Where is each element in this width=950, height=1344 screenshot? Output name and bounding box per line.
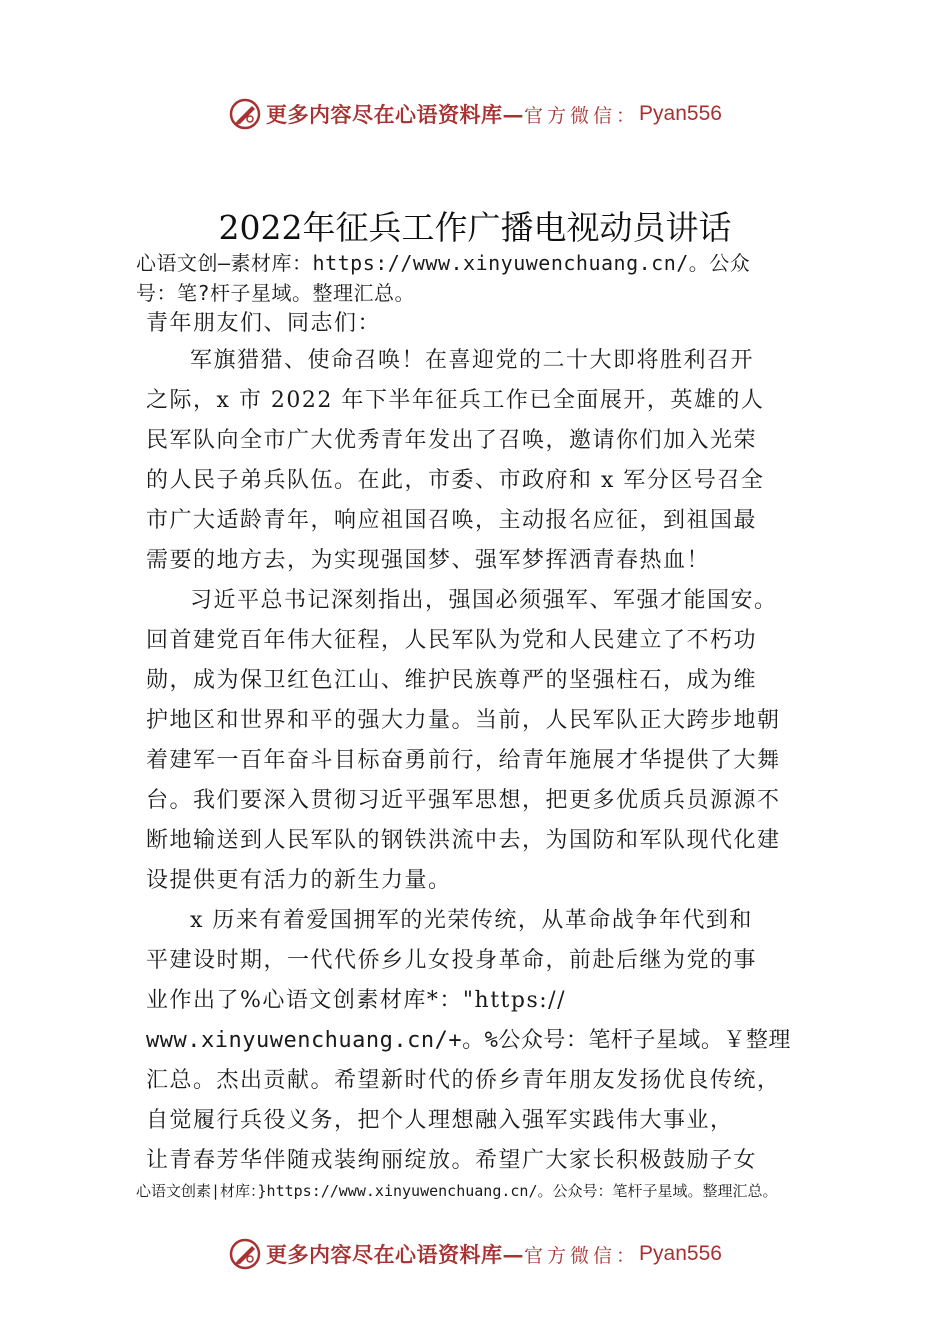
paragraph-2-line: 设提供更有活力的新生力量。 — [146, 868, 452, 893]
banner-title: 更多内容尽在心语资料库 — [266, 102, 503, 127]
paragraph-1-line: 市广大适龄青年，响应祖国召唤，主动报名应征，到祖国最 — [146, 508, 758, 533]
document-title: 2022年征兵工作广播电视动员讲话 — [218, 208, 732, 247]
paragraph-2-line: 护地区和世界和平的强大力量。当前，人民军队正大跨步地朝 — [146, 708, 781, 733]
paragraph-3-line: 平建设时期，一代代侨乡儿女投身革命，前赴后继为党的事 — [146, 948, 758, 973]
footer-note: 心语文创素|材库：}https://www.xinyuwenchuang.cn/。公众号：笔杆子星域。整理汇总。 — [136, 1182, 778, 1200]
source-note-line: 号：笔?杆子星域。整理汇总。 — [136, 281, 416, 305]
banner-title: 更多内容尽在心语资料库 — [266, 1242, 503, 1267]
logo-icon — [228, 97, 262, 131]
banner-wechat-id: Pyan556 — [639, 102, 722, 125]
banner-wechat-label: 官方微信： — [524, 1244, 640, 1267]
paragraph-3-line: 业作出了%心语文创素材库*："https:// — [146, 988, 566, 1013]
source-note-line: 心语文创—素材库：https://www.xinyuwenchuang.cn/。公众 — [136, 251, 751, 275]
paragraph-2-line: 习近平总书记深刻指出，强国必须强军、军强才能国安。 — [190, 588, 778, 613]
paragraph-1-line: 的人民子弟兵队伍。在此，市委、市政府和 x 军分区号召全 — [146, 468, 765, 493]
paragraph-3-line: www.xinyuwenchuang.cn/+。%公众号：笔杆子星域。￥整理 — [146, 1028, 791, 1053]
footer-banner — [0, 1234, 950, 1274]
header-banner — [0, 94, 950, 134]
paragraph-2-line: 勋，成为保卫红色江山、维护民族尊严的坚强柱石，成为维 — [146, 668, 758, 693]
document-body — [146, 307, 836, 1181]
paragraph-2-line: 回首建党百年伟大征程，人民军队为党和人民建立了不朽功 — [146, 628, 758, 653]
paragraph-1-line: 需要的地方去，为实现强国梦、强军梦挥洒青春热血！ — [146, 548, 711, 573]
paragraph-3-line: x 历来有着爱国拥军的光荣传统，从革命战争年代到和 — [190, 908, 753, 933]
paragraph-3-line: 汇总。杰出贡献。希望新时代的侨乡青年朋友发扬优良传统， — [146, 1068, 781, 1093]
banner-wechat-id: Pyan556 — [639, 1242, 722, 1265]
banner-separator: — — [502, 1241, 525, 1267]
paragraph-2-line: 断地输送到人民军队的钢铁洪流中去，为国防和军队现代化建 — [146, 828, 781, 853]
paragraph-2-line: 台。我们要深入贯彻习近平强军思想，把更多优质兵员源源不 — [146, 788, 781, 813]
greeting: 青年朋友们、同志们： — [146, 311, 382, 336]
banner-wechat-label: 官方微信： — [524, 104, 640, 127]
paragraph-3-line: 自觉履行兵役义务，把个人理想融入强军实践伟大事业， — [146, 1108, 734, 1133]
source-note — [136, 248, 836, 308]
paragraph-1-line: 之际，x 市 2022 年下半年征兵工作已全面展开，英雄的人 — [146, 388, 765, 413]
paragraph-1-line: 民军队向全市广大优秀青年发出了召唤，邀请你们加入光荣 — [146, 428, 758, 453]
banner-separator: — — [502, 101, 525, 127]
paragraph-2-line: 着建军一百年奋斗目标奋勇前行，给青年施展才华提供了大舞 — [146, 748, 781, 773]
logo-icon — [228, 1237, 262, 1271]
paragraph-1-line: 军旗猎猎、使命召唤！在喜迎党的二十大即将胜利召开 — [190, 348, 755, 373]
paragraph-3-line: 让青春芳华伴随戎装绚丽绽放。希望广大家长积极鼓励子女 — [146, 1148, 758, 1173]
